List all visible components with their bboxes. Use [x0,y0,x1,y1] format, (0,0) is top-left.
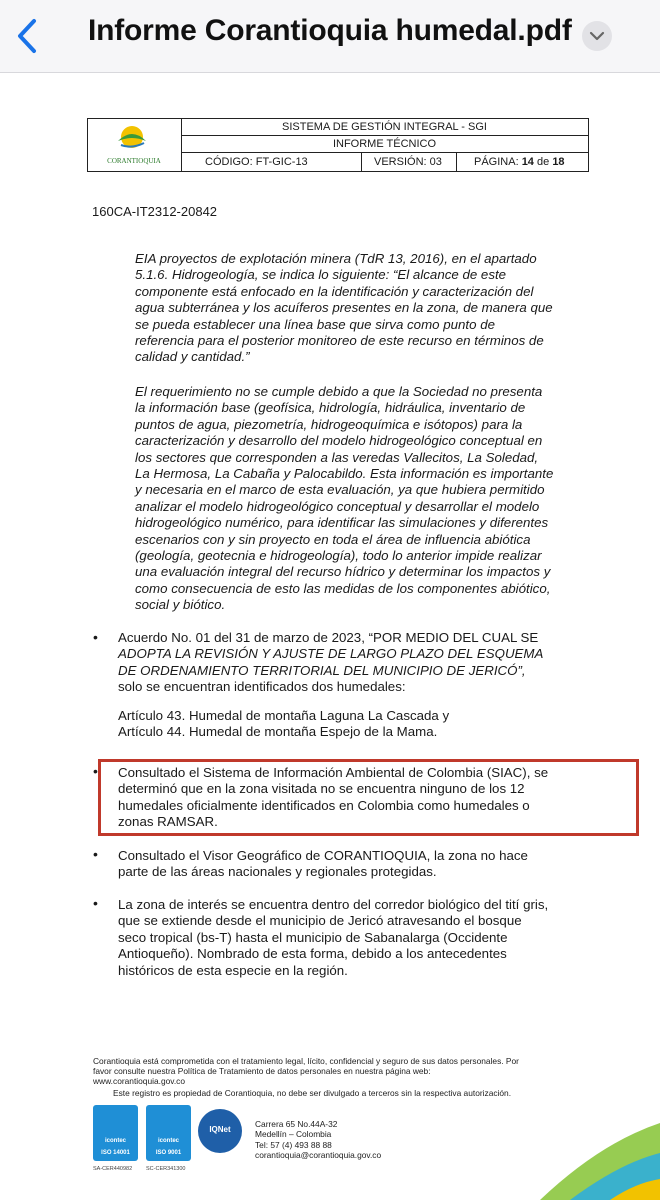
bullet-dot: • [93,629,98,645]
icontec-iso9001-badge: icontec ISO 9001 [146,1105,191,1161]
corantioquia-logo-icon [88,119,181,171]
header-page: PÁGINA: 14 de 18 [474,156,565,168]
text-line: escenarios con y sin proyecto en toda el área de influencia abiótica [135,531,531,547]
footer-privacy [93,1056,585,1086]
iqnet-seal: IQNet [198,1109,242,1153]
bullet-visor [118,848,586,881]
text-line: corantioquia@corantioquia.gov.co [255,1150,382,1161]
text-line: La Hermosa, La Cabaña y Palocabildo. Esta información es importante [135,466,554,482]
header-divider [361,153,362,171]
text-line: históricos de esta especie en la región. [118,962,348,978]
text-line: EIA proyectos de explotación minera (TdR 13, 2016), en el apartado [135,251,537,266]
decorative-corner-swoosh [540,1113,660,1200]
document-title: Informe Corantioquia humedal.pdf [88,14,572,47]
text-line: Corantioquia está comprometida con el tratamiento legal, lícito, confidencial y seguro de sus datos personales. Por [93,1056,519,1066]
text-line: Tel: 57 (4) 493 88 88 [255,1139,332,1150]
text-line: como consecuencia de esto las medidas de los componentes abiótico, [135,580,551,596]
footer-ownership: Este registro es propiedad de Corantioquia, no debe ser divulgado a terceros sin la respectiva autorización. [113,1088,512,1098]
header-code: CÓDIGO: FT-GIC-13 [205,156,308,168]
header-page-total: 18 [552,156,565,168]
header-table [87,118,589,172]
back-button[interactable] [12,16,42,56]
text-line: El requerimiento no se cumple debido a que la Sociedad no presenta [135,384,543,399]
text-line: y necesaria en el marco de esta evaluación, ya que hubiera permitido [135,482,545,498]
paragraph-eia [135,251,586,366]
text-line: zonas RAMSAR. [118,814,218,830]
document-id: 160CA-IT2312-20842 [92,204,218,219]
header-page-number: 14 [521,156,534,168]
header-doc-type: INFORME TÉCNICO [181,136,588,153]
pdf-page [0,73,660,1200]
text-line: que se extiende desde el municipio de Jericó atravesando el bosque [118,913,522,929]
corantioquia-logo [88,119,182,171]
highlight-annotation-box [98,759,639,836]
text-line: Acuerdo No. 01 del 31 de marzo de 2023, “POR MEDIO DEL CUAL SE [118,630,539,645]
svg-text:CORANTIOQUIA: CORANTIOQUIA [107,157,161,165]
text-line: social y biótico. [135,597,226,613]
text-line: caracterización y desarrollo del modelo hidrogeológico conceptual en [135,433,543,449]
text-line: analizar el modelo hidrogeológico conceptual y desarrollar el modelo [135,498,540,514]
text-line: DE ORDENAMIENTO TERRITORIAL DEL MUNICIPIO DE JERICÓ”, [118,662,526,678]
chevron-left-icon [12,16,42,56]
text-line: referencia para el posterior monitoreo de este recurso en términos de [135,333,544,349]
text-line: Carrera 65 No.44A-32 [255,1119,338,1129]
options-menu-button[interactable] [582,21,612,51]
text-line: determinó que en la zona visitada no se encuentra ninguno de los 12 [118,781,525,797]
bullet-titi-gris [118,897,586,979]
text-line: (geología, geotecnia e hidrogeología), todo lo anterior impide realizar [135,548,542,564]
cert-code: SA-CER440982 [93,1166,133,1172]
header-meta-row [181,153,588,171]
text-line: hidrogeológico numérico, para identificar las simulaciones y diferentes [135,515,549,531]
text-line: Antioqueño). Nombrado de esta forma, debido a los antecedentes [118,946,507,962]
text-line: la información base (geofísica, hidrología, hidráulica, inventario de [135,400,526,416]
footer-address [255,1119,381,1161]
icontec-iso14001-badge: icontec ISO 14001 [93,1105,138,1161]
text-line: humedales oficialmente identificados en Colombia como humedales o [118,797,530,813]
text-line: seco tropical (bs-T) hasta el municipio de Sabanalarga (Occidente [118,929,508,945]
header-divider [456,153,457,171]
text-line: parte de las áreas nacionales y regionales protegidas. [118,864,437,880]
text-line: www.corantioquia.gov.co [93,1076,186,1086]
text-line: una evaluación integral del recurso hídrico y determinar los impactos y [135,564,551,580]
bullet-dot: • [93,846,98,862]
bullet-dot: • [93,763,98,779]
text-line: favor consulte nuestra Política de Tratamiento de datos personales en nuestra página web: [93,1066,431,1076]
header-system: SISTEMA DE GESTIÓN INTEGRAL - SGI [181,119,588,136]
article-line: Artículo 44. Humedal de montaña Espejo de la Mama. [118,724,438,740]
text-line: agua subterránea y los acuíferos presentes en la zona, de manera que [135,300,553,316]
article-line: Artículo 43. Humedal de montaña Laguna La Cascada y [118,707,450,723]
bullet-dot: • [93,895,98,911]
text-line: ADOPTA LA REVISIÓN Y AJUSTE DE LARGO PLAZO DEL ESQUEMA [118,646,544,662]
text-line: calidad y cantidad.” [135,349,250,365]
text-line: Consultado el Visor Geográfico de CORANTIOQUIA, la zona no hace [118,848,528,863]
text-line: solo se encuentran identificados dos humedales: [118,679,406,695]
paragraph-requirement [135,384,586,614]
text-line: componente está enfocado en la identificación y caracterización del [135,283,534,299]
cert-code: SC-CER341300 [146,1166,186,1172]
text-line: puntos de agua, piezometría, hidrogeoquímica e isótopos) para la [135,416,523,432]
text-line: se pueda establecer una línea base que sirva como punto de [135,316,496,332]
chevron-down-icon [589,30,605,42]
text-line: Medellín – Colombia [255,1129,332,1140]
text-line: los sectores que corresponden a las veredas Vallecitos, La Soledad, [135,449,539,465]
header-version: VERSIÓN: 03 [374,156,442,168]
text-line: La zona de interés se encuentra dentro del corredor biológico del tití gris, [118,897,549,912]
bullet-acuerdo [118,630,586,740]
text-line: Consultado el Sistema de Información Ambiental de Colombia (SIAC), se [118,765,549,780]
text-line: 5.1.6. Hidrogeología, se indica lo siguiente: “El alcance de este [135,267,507,283]
viewer-toolbar [0,0,660,73]
